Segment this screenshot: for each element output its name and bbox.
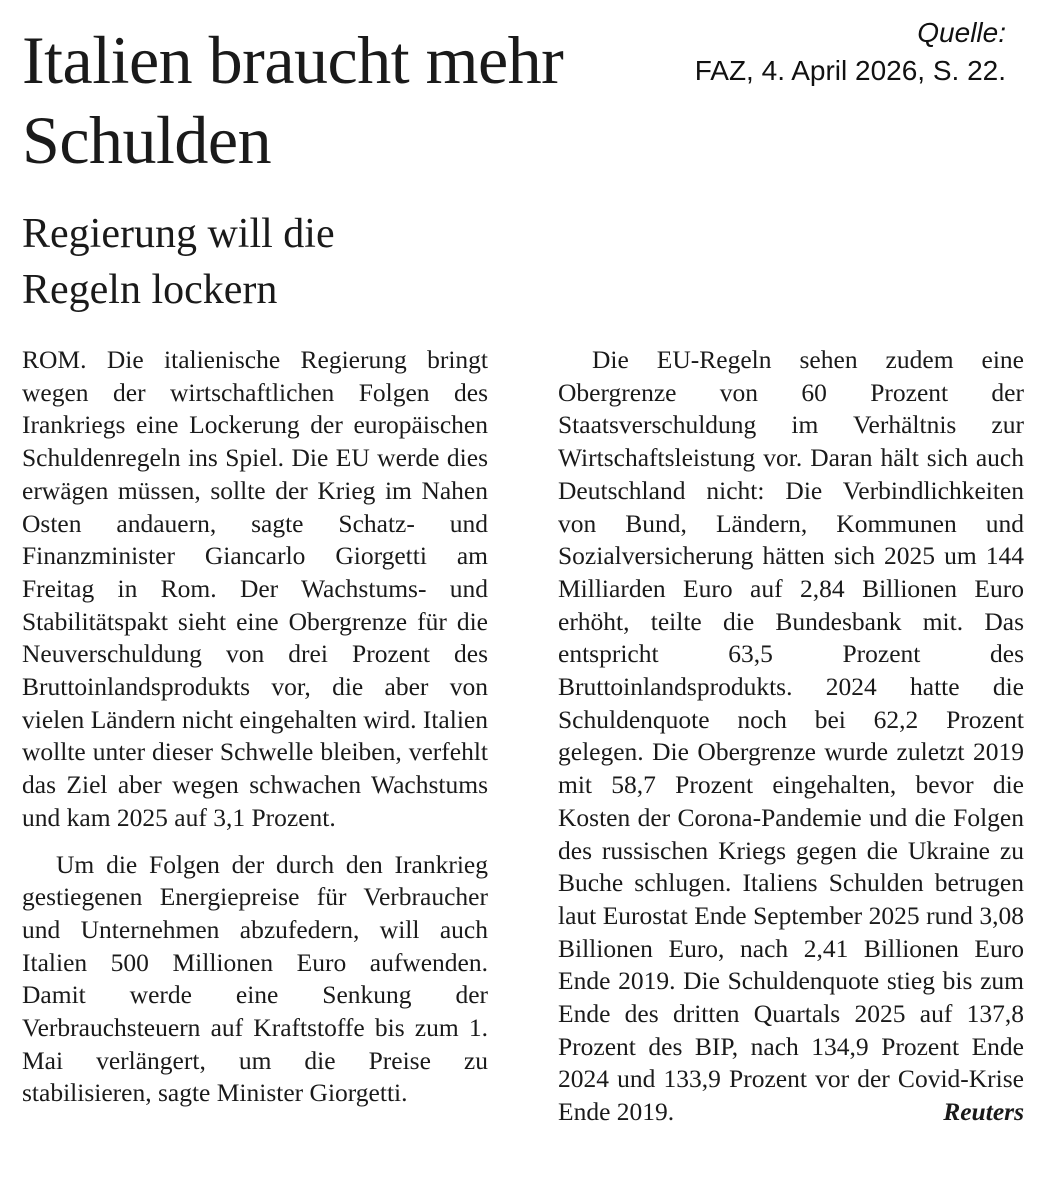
- article-byline: Reuters: [943, 1097, 1024, 1127]
- article-column-right: [558, 344, 1024, 1200]
- source-citation: [695, 14, 1006, 90]
- article-subheadline: Regierung will die Regeln lockern: [22, 211, 335, 313]
- article-dateline: ROM.: [22, 345, 87, 374]
- article-paragraph-2: Um die Folgen der durch den Irankrieg gestiegenen Energiepreise für Verbraucher und Unternehmen abzufedern, will auch Italien 500 Millionen Euro aufwenden. Damit werde eine Senkung der Verbrauchsteuern auf Kraftstoffe bis zum 1. Mai verlängert, um die Preise zu stabilisieren, sagte Minister Giorgetti.: [22, 849, 488, 1108]
- article-paragraph-1-text: Die italienische Regierung bringt wegen der wirtschaftlichen Folgen des Irankriegs eine Lockerung der europäischen Schuldenregeln ins Spiel. Die EU werde dies erwägen müssen, sollte der Krieg im Nahen Osten andauern, sagte Schatz- und Finanzminister Giancarlo Giorgetti am Freitag in Rom. Der Wachstums- und Stabilitätspakt sieht eine Obergrenze für die Neuverschuldung von drei Prozent des Bruttoinlandsprodukts vor, die aber von vielen Ländern nicht eingehalten wird. Italien wollte unter dieser Schwelle bleiben, verfehlt das Ziel aber wegen schwachen Wachstums und kam 2025 auf 3,1 Prozent.: [22, 345, 488, 832]
- article-paragraph-1: [22, 344, 488, 835]
- source-label: Quelle:: [917, 17, 1006, 48]
- article-column-left: [22, 344, 488, 1200]
- article-headline: Italien braucht mehr Schulden: [22, 22, 564, 178]
- article-paragraph-3-text: Die EU-Regeln sehen zudem eine Obergrenze von 60 Prozent der Staatsverschuldung im Verhältnis zur Wirtschaftsleistung vor. Daran hält sich auch Deutschland nicht: Die Verbindlichkeiten von Bund, Ländern, Kommunen und Sozialversicherung hätten sich 2025 um 144 Milliarden Euro auf 2,84 Billionen Euro erhöht, teilte die Bundesbank mit. Das entspricht 63,5 Prozent des Bruttoinlandsprodukts. 2024 hatte die Schuldenquote noch bei 62,2 Prozent gelegen. Die Obergrenze wurde zuletzt 2019 mit 58,7 Prozent eingehalten, bevor die Kosten der Corona-Pandemie und die Folgen des russischen Kriegs gegen die Ukraine zu Buche schlugen. Italiens Schulden betrugen laut Eurostat Ende September 2025 rund 3,08 Billionen Euro, nach 2,41 Billionen Euro Ende 2019. Die Schuldenquote stieg bis zum Ende des dritten Quartals 2025 auf 137,8 Prozent des BIP, nach 134,9 Prozent Ende 2024 und 133,9 Prozent vor der Covid-Krise Ende 2019.: [558, 345, 1024, 1127]
- source-reference: FAZ, 4. April 2026, S. 22.: [694, 55, 1006, 86]
- article-paragraph-3: [558, 344, 1024, 1129]
